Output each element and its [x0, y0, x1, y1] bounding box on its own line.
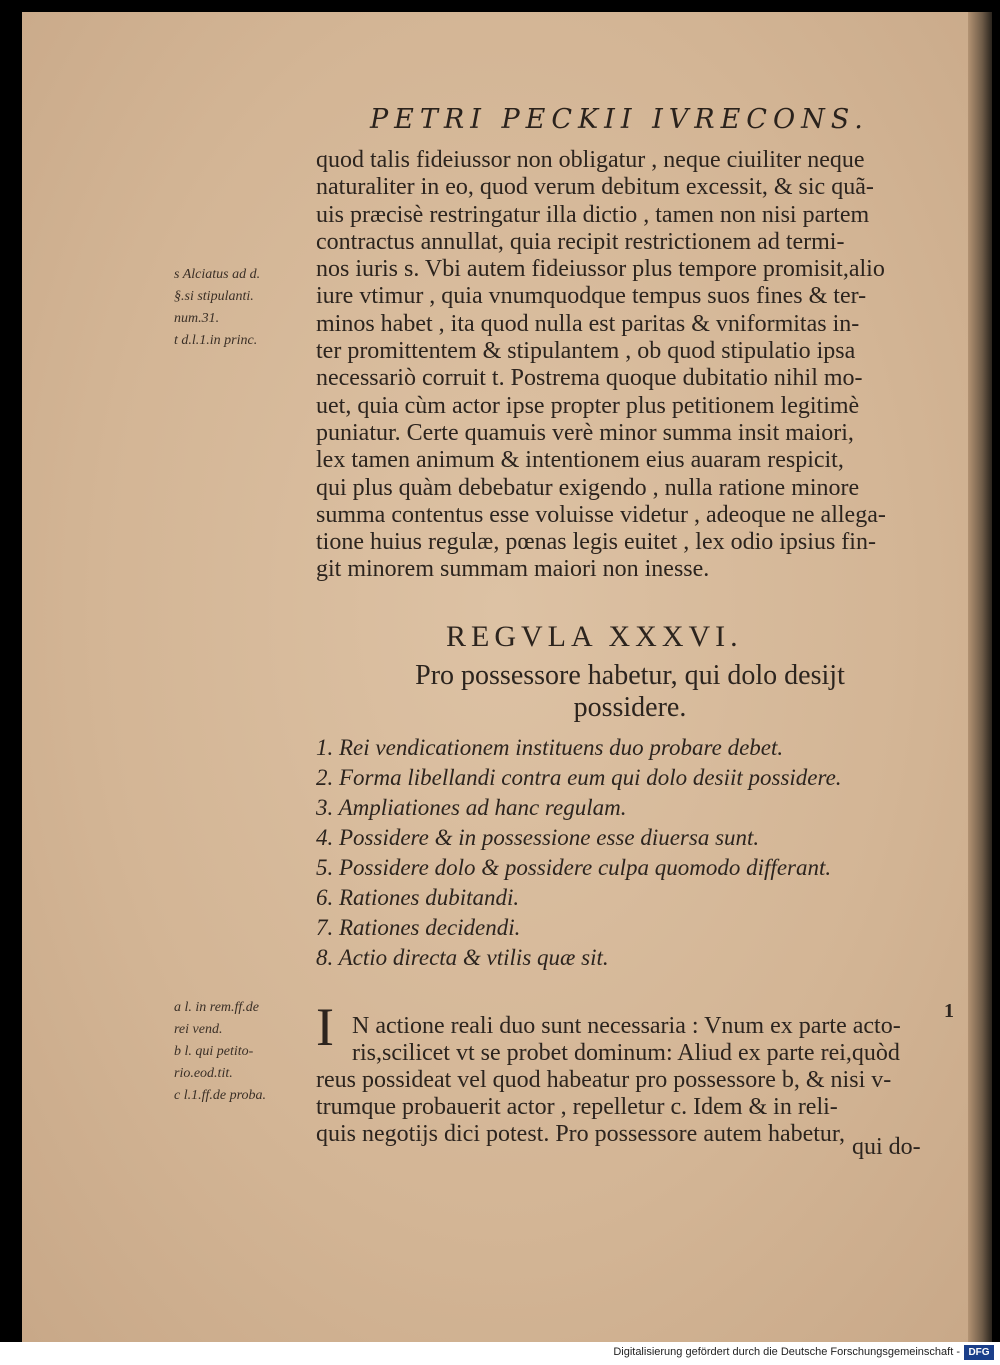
margin-note: s Alciatus ad d.: [174, 267, 261, 282]
summary-item: 2. Forma libellandi contra eum qui dolo desiit possidere.: [316, 765, 842, 790]
summary-item: 5. Possidere dolo & possidere culpa quomodo differant.: [316, 855, 832, 880]
catchword: qui do-: [852, 1134, 921, 1160]
text-line: minos habet , ita quod nulla est paritas & vniformitas in-: [316, 310, 860, 337]
text-line: contractus annullat, quia recipit restrictionem ad termi-: [316, 228, 845, 255]
text-line: iure vtimur , quia vnumquodque tempus suos fines & ter-: [316, 283, 867, 310]
subtitle-line: possidere.: [573, 692, 687, 723]
text-line: quod talis fideiussor non obligatur , neque ciuiliter neque: [316, 147, 865, 173]
summary-item: 3. Ampliationes ad hanc regulam.: [316, 795, 627, 820]
rule-subtitle: [360, 660, 900, 724]
text-line: necessariò corruit t. Postrema quoque dubitatio nihil mo-: [316, 365, 863, 392]
page-edge: [968, 12, 992, 1342]
margin-note: num.31.: [174, 311, 220, 326]
body-text-bottom: [316, 1013, 932, 1148]
text-line: puniatur. Certe quamuis verè minor summa insit maiori,: [316, 419, 854, 446]
summary-item: 7. Rationes decidendi.: [316, 915, 521, 940]
margin-note: rei vend.: [174, 1022, 223, 1037]
footer-credit: Digitalisierung gefördert durch die Deutsche Forschungsgemeinschaft -: [613, 1346, 960, 1358]
text-line: qui plus quàm debebatur exigendo , nulla ratione minore: [316, 474, 860, 501]
text-line: lex tamen animum & intentionem eius auaram respicit,: [316, 447, 844, 474]
summary-list: [316, 733, 842, 973]
margin-note: a l. in rem.ff.de: [174, 1000, 260, 1015]
text-line: quis negotijs dici potest. Pro possessore autem habetur,: [316, 1121, 845, 1147]
text-line: uis præcisè restringatur illa dictio , tamen non nisi partem: [316, 201, 870, 228]
margin-number: 1: [944, 1000, 954, 1022]
text-line: summa contentus esse voluisse videtur , adeoque ne allega-: [316, 501, 886, 528]
summary-item: 8. Actio directa & vtilis quæ sit.: [316, 945, 609, 970]
text-line: ris,scilicet vt se probet dominum: Aliud ex parte rei,quòd: [352, 1040, 900, 1066]
margin-note: t d.l.1.in princ.: [174, 333, 258, 348]
summary-item: 1. Rei vendicationem instituens duo probare debet.: [316, 735, 784, 760]
margin-note: §.si stipulanti.: [174, 289, 254, 304]
footer-bar: [0, 1342, 1000, 1365]
text-line: trumque probauerit actor , repelletur c. Idem & in reli-: [316, 1094, 838, 1120]
text-line: uet, quia cùm actor ipse propter plus petitionem legitimè: [316, 392, 860, 419]
text-line: ter promittentem & stipulantem , ob quod stipulatio ipsa: [316, 338, 856, 365]
running-title: PETRI PECKII IVRECONS.: [370, 104, 869, 135]
drop-cap-initial: I: [316, 997, 334, 1057]
text-line: nos iuris s. Vbi autem fideiussor plus tempore promisit,alio: [316, 256, 885, 283]
margin-note: rio.eod.tit.: [174, 1066, 233, 1081]
text-line: tione huius regulæ, pœnas legis euitet , lex odio ipsius fin-: [316, 529, 876, 556]
margin-note: c l.1.ff.de proba.: [174, 1088, 267, 1103]
text-line: reus possideat vel quod habeatur pro possessore b, & nisi v-: [316, 1067, 892, 1093]
body-text-top: [316, 147, 936, 584]
summary-item: 6. Rationes dubitandi.: [316, 885, 520, 910]
text-line: N actione reali duo sunt necessaria : Vnum ex parte acto-: [352, 1013, 901, 1039]
summary-item: 4. Possidere & in possessione esse diuersa sunt.: [316, 825, 760, 850]
text-line: git minorem summam maiori non inesse.: [316, 556, 710, 583]
rule-title: REGVLA XXXVI.: [446, 620, 743, 653]
text-line: naturaliter in eo, quod verum debitum excessit, & sic quã-: [316, 174, 874, 201]
margin-note: b l. qui petito-: [174, 1044, 254, 1059]
dfg-logo: DFG: [964, 1345, 994, 1360]
subtitle-line: Pro possessore habetur, qui dolo desijt: [415, 660, 845, 691]
